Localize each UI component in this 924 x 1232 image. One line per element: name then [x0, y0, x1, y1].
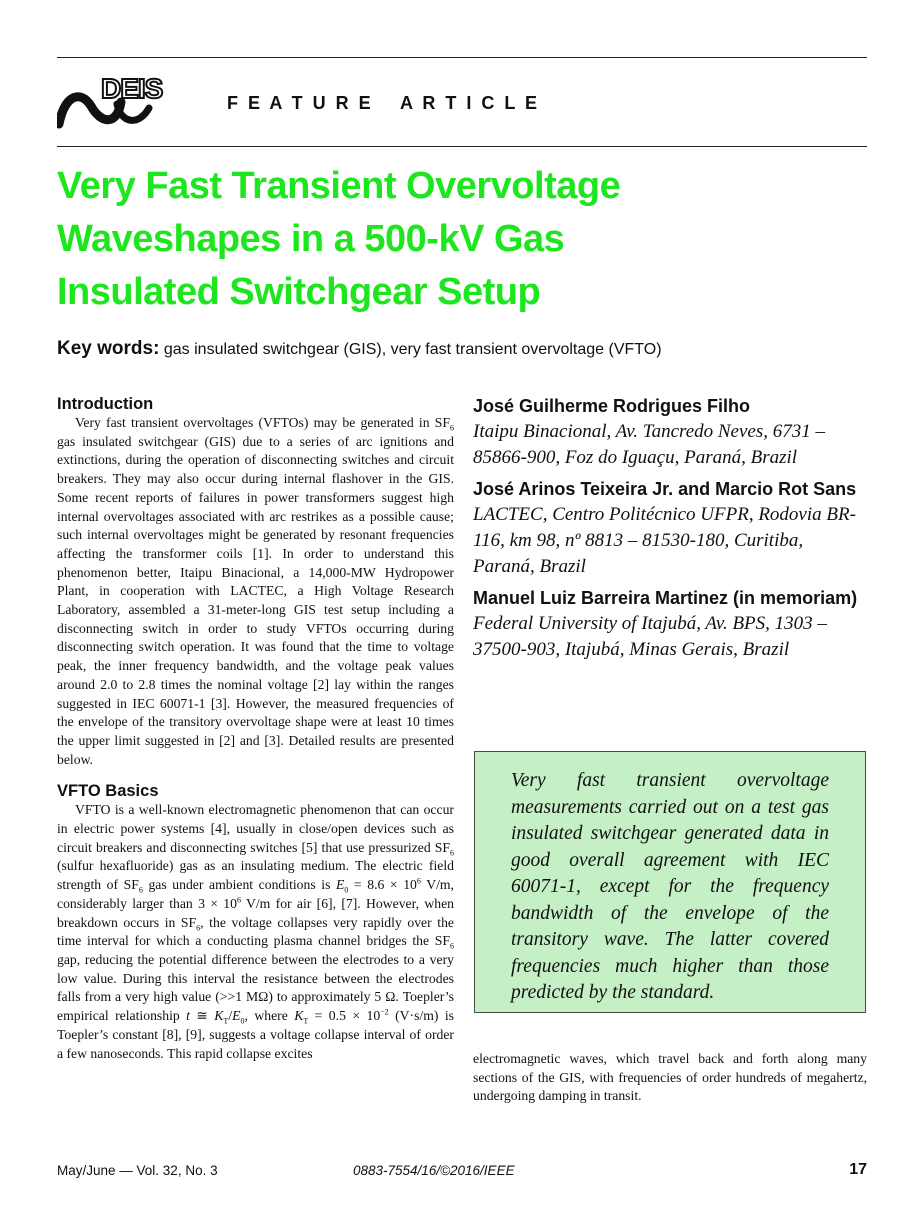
article-title — [57, 160, 867, 319]
author-affiliation-3: Federal University of Itajubá, Av. BPS, 1303 – 37500-903, Itajubá, Minas Gerais, Brazil — [473, 613, 827, 660]
author-affiliation-2: LACTEC, Centro Politécnico UFPR, Rodovia BR-116, km 98, nº 8813 – 81530-180, Curitiba, Paraná, Brazil — [473, 504, 856, 577]
right-column-authors — [473, 394, 867, 669]
pull-quote-box — [474, 751, 866, 1013]
author-name-2: José Arinos Teixeira Jr. and Marcio Rot Sans — [473, 479, 857, 499]
page-number: 17 — [849, 1161, 867, 1178]
author-name-3: Manuel Luiz Barreira Martinez (in memoriam) — [473, 588, 858, 608]
author-affiliation-1: Itaipu Binacional, Av. Tancredo Neves, 6731 – 85866-900, Foz do Iguaçu, Paraná, Brazil — [473, 421, 825, 468]
vfto-basics-heading: VFTO Basics — [57, 782, 159, 801]
introduction-paragraph: Very fast transient overvoltages (VFTOs) may be generated in $SF_6$ gas insulated switchgear (GIS) due to a series of arc ignitions and extinctions, during the operation of disconnecting switches and circuit breakers. They may also occur during internal flashover in the GIS. Some recent reports of failures in power transformers suggest high internal overvoltages associated with arc restrikes as a possible cause; such internal overvoltages might be generated by resonant frequencies affecting the transformer coils [1]. In order to understand this phenomenon better, Itaipu Binacional, a 14,000-MW Hydropower Plant, in cooperation with LACTEC, a High Voltage Research Laboratory, assembled a 31-meter-long GIS test setup including a disconnecting switch in order to study VFTOs occurring during disconnecting switch operation. It was found that the time to voltage peak, the inner frequency bandwidth, and the voltage peak values around 2.0 to 2.8 times the nominal voltage [2] lay within the ranges suggested in IEC 60071-1 [3]. However, the measured frequencies of the envelope of the transitory overvoltage shape were at least 10 times the upper limit suggested in [2] and [3]. Detailed results are presented below. — [57, 415, 454, 767]
keywords-label: Key words: — [57, 338, 160, 359]
footer-issue: May/June — Vol. 32, No. 3 — [57, 1163, 218, 1178]
vfto-basics-paragraph: VFTO is a well-known electromagnetic phenomenon that can occur in electric power systems [4], usually in close/open devices such as circuit breakers and disconnecting switches [5] that use pressurized $SF_6$ (sulfur hexafluoride) gas as an insulating medium. The electric field strength of $SF_6$ gas under ambient conditions is $E_0 = 8.6 \times 10^6$ V/m, considerably larger than $3 \times 10^6$ V/m for air [6], [7]. However, when breakdown occurs in $SF_6$, the voltage collapses very rapidly over the time interval for which a conducting plasma channel bridges the $SF_6$ gap, reducing the potential difference between the electrodes to a very low value. During this interval the resistance between the electrodes falls from a very high value (>>1 MΩ) to approximately 5 Ω. Toepler’s empirical relationship t ≅ $K_T/E_0$, where $K_T = 0.5 \times 10^{-2}$ (V·s/m) is Toepler’s constant [8], [9], suggests a voltage collapse interval of order a few nanoseconds. This rapid collapse excites — [57, 802, 454, 1061]
right-column-continued-text: electromagnetic waves, which travel back and forth along many sections of the GIS, with frequencies of order hundreds of megahertz, undergoing damping in transit. — [473, 1051, 867, 1104]
author-name-1: José Guilherme Rodrigues Filho — [473, 396, 751, 416]
feature-article-label: F E A T U R E A R T I C L E — [227, 93, 538, 113]
left-column — [57, 394, 454, 1063]
pull-quote-text: Very fast transient overvoltage measurements carried out on a test gas insulated switchgear generated data in good overall agreement with IEC 60071-1, except for the frequency bandwidth of the envelope of the transitory wave. The latter covered frequencies much higher than those predicted by the standard. — [511, 770, 829, 1003]
introduction-heading: Introduction — [57, 395, 154, 413]
title-line-3: Insulated Switchgear Setup — [57, 271, 541, 313]
deis-logo — [57, 68, 177, 132]
title-line-2: Waveshapes in a 500-kV Gas — [57, 218, 565, 260]
footer-issn: 0883-7554/16/©2016/IEEE — [353, 1163, 515, 1178]
header-bottom-rule — [57, 146, 867, 147]
title-line-1: Very Fast Transient Overvoltage — [57, 165, 621, 207]
svg-text:DEIS: DEIS — [101, 73, 163, 104]
header-top-rule — [57, 57, 867, 58]
keywords — [57, 338, 867, 360]
keywords-text: gas insulated switchgear (GIS), very fast transient overvoltage (VFTO) — [159, 341, 662, 358]
